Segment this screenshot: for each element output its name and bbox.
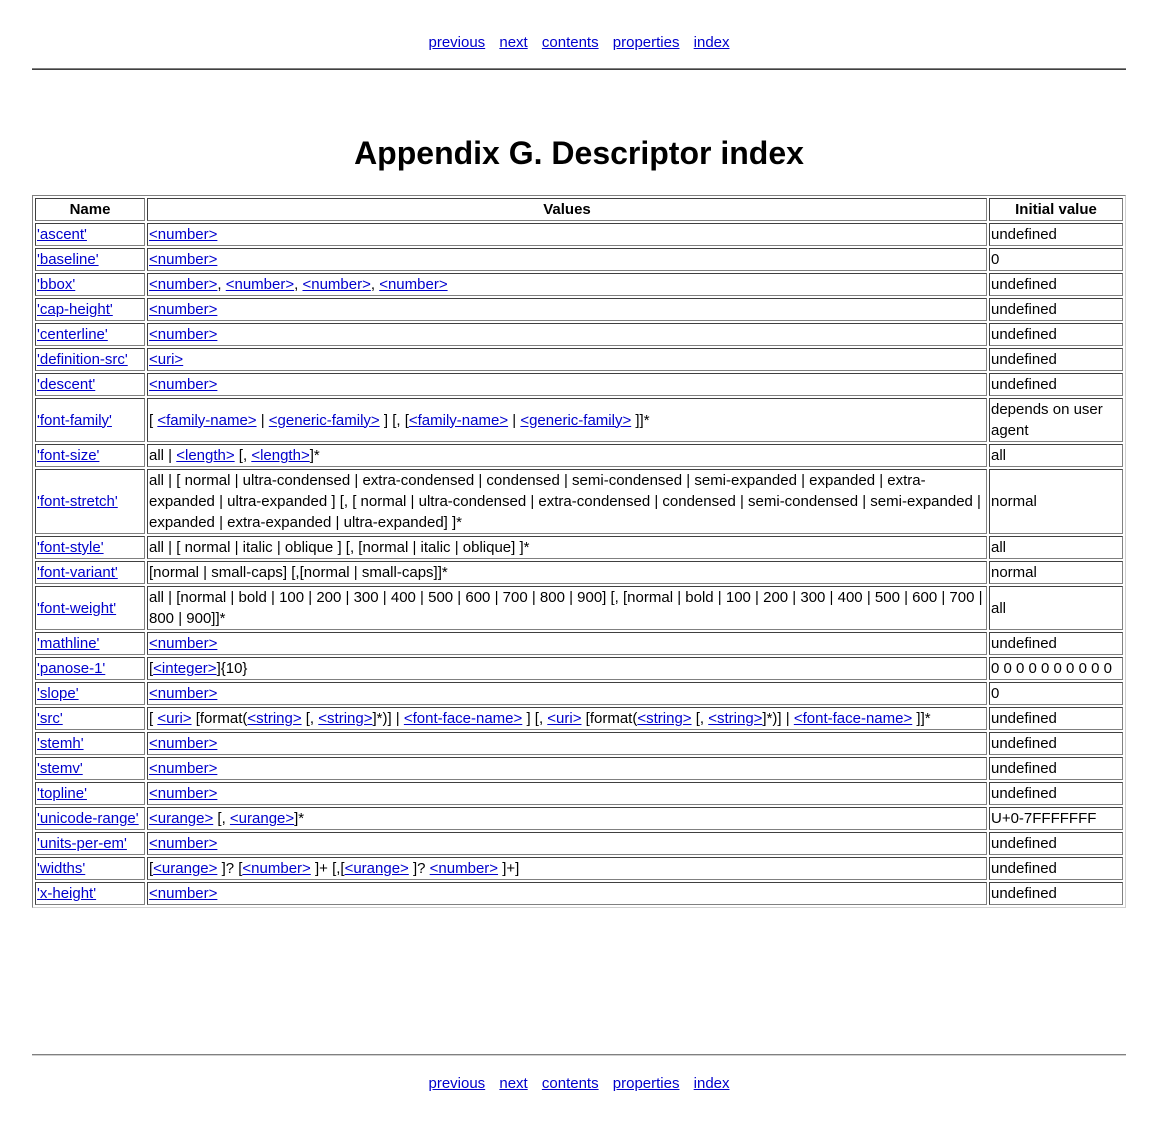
- initial-value-cell: undefined: [989, 223, 1123, 246]
- table-header-row: [35, 198, 1123, 221]
- descriptor-values-cell: [147, 444, 987, 467]
- value-type-link[interactable]: <generic-family>: [520, 411, 632, 429]
- value-text: [,: [301, 710, 319, 727]
- value-type-link[interactable]: <number>: [149, 685, 218, 702]
- descriptor-name-cell: [35, 273, 145, 296]
- table-row: [35, 707, 1123, 730]
- value-type-link[interactable]: <number>: [429, 860, 499, 877]
- descriptor-name-link[interactable]: 'units-per-em': [37, 835, 127, 852]
- value-type-link[interactable]: <urange>: [229, 810, 295, 827]
- value-type-link[interactable]: <integer>: [153, 660, 217, 677]
- initial-value-cell: undefined: [989, 348, 1123, 371]
- value-text: [,: [213, 810, 230, 827]
- descriptor-values-cell: [147, 398, 987, 442]
- value-text: ]*)] |: [762, 710, 794, 727]
- value-type-link[interactable]: <string>: [708, 710, 763, 727]
- value-text: ]]*: [631, 411, 650, 429]
- descriptor-values-cell: [147, 348, 987, 371]
- value-text: [format(: [191, 710, 248, 727]
- value-text: [,: [234, 447, 252, 464]
- descriptor-name-cell: [35, 757, 145, 780]
- descriptor-name-link[interactable]: 'stemh': [37, 735, 84, 752]
- descriptor-values-cell: [147, 586, 987, 630]
- value-type-link[interactable]: <length>: [251, 447, 310, 464]
- value-type-link[interactable]: <generic-family>: [268, 411, 380, 429]
- value-type-link[interactable]: <string>: [318, 710, 373, 727]
- descriptor-name-cell: [35, 657, 145, 680]
- value-type-link[interactable]: <number>: [302, 276, 371, 293]
- initial-value-cell: undefined: [989, 273, 1123, 296]
- value-type-link[interactable]: <family-name>: [408, 411, 509, 429]
- value-text: [normal | small-caps] [,[normal | small-caps]]*: [149, 564, 448, 581]
- descriptor-values-cell: [147, 882, 987, 905]
- descriptor-name-link[interactable]: 'unicode-range': [37, 810, 139, 827]
- initial-value-cell: undefined: [989, 857, 1123, 880]
- descriptor-values-cell: [147, 682, 987, 705]
- descriptor-name-link[interactable]: 'panose-1': [37, 660, 106, 677]
- value-type-link[interactable]: <number>: [149, 760, 218, 777]
- table-row: [35, 536, 1123, 559]
- value-type-link[interactable]: <number>: [149, 301, 218, 318]
- table-row: [35, 398, 1123, 442]
- descriptor-values-cell: [147, 248, 987, 271]
- initial-value-cell: normal: [989, 561, 1123, 584]
- value-text: ]*: [294, 810, 305, 827]
- initial-value-cell: undefined: [989, 298, 1123, 321]
- nav-contents-link[interactable]: contents: [541, 34, 599, 51]
- initial-value-cell: 0 0 0 0 0 0 0 0 0 0: [989, 657, 1123, 680]
- nav-index-link[interactable]: index: [693, 34, 730, 51]
- nav-properties-link[interactable]: properties: [612, 34, 680, 51]
- bottom-divider: [32, 1054, 1126, 1056]
- nav-contents-link[interactable]: contents: [541, 1075, 599, 1092]
- table-row: [35, 857, 1123, 880]
- value-type-link[interactable]: <number>: [242, 860, 311, 877]
- value-text: ]+]: [498, 860, 520, 877]
- nav-next-link[interactable]: next: [499, 34, 528, 51]
- table-row: [35, 807, 1123, 830]
- value-type-link[interactable]: <family-name>: [157, 411, 257, 429]
- descriptor-values-cell: [147, 298, 987, 321]
- descriptor-name-cell: [35, 807, 145, 830]
- descriptor-name-link[interactable]: 'src': [37, 710, 63, 727]
- descriptor-name-link[interactable]: 'cap-height': [37, 301, 113, 318]
- header-initial-value: Initial value: [989, 198, 1123, 221]
- value-type-link[interactable]: <uri>: [547, 710, 582, 727]
- page-title: Appendix G. Descriptor index: [354, 135, 804, 171]
- value-type-link[interactable]: <number>: [149, 326, 218, 343]
- value-type-link[interactable]: <uri>: [157, 710, 192, 727]
- descriptor-name-link[interactable]: 'slope': [37, 685, 79, 702]
- header-name: Name: [35, 198, 145, 221]
- descriptor-name-cell: [35, 561, 145, 584]
- value-text: all |: [149, 447, 177, 464]
- value-type-link[interactable]: <urange>: [344, 860, 409, 877]
- table-row: [35, 586, 1123, 630]
- value-type-link[interactable]: <urange>: [153, 860, 218, 877]
- table-row: [35, 223, 1123, 246]
- descriptor-values-cell: [147, 536, 987, 559]
- value-text: [format(: [581, 710, 638, 727]
- table-row: [35, 632, 1123, 655]
- descriptor-name-link[interactable]: 'descent': [37, 376, 96, 393]
- descriptor-name-cell: [35, 298, 145, 321]
- initial-value-cell: U+0-7FFFFFFF: [989, 807, 1123, 830]
- nav-previous-link[interactable]: previous: [428, 1075, 486, 1092]
- descriptor-name-link[interactable]: 'font-size': [37, 447, 100, 464]
- initial-value-cell: normal: [989, 469, 1123, 534]
- nav-properties-link[interactable]: properties: [612, 1075, 680, 1092]
- value-type-link[interactable]: <number>: [149, 785, 218, 802]
- table-row: [35, 682, 1123, 705]
- initial-value-cell: all: [989, 586, 1123, 630]
- descriptor-values-cell: [147, 732, 987, 755]
- descriptor-name-link[interactable]: 'x-height': [37, 885, 97, 902]
- descriptor-name-cell: [35, 586, 145, 630]
- value-type-link[interactable]: <number>: [149, 735, 218, 752]
- top-divider: [32, 68, 1126, 70]
- descriptor-name-cell: [35, 469, 145, 534]
- value-text: ] [,: [522, 710, 548, 727]
- value-type-link[interactable]: <number>: [149, 635, 218, 652]
- value-text: ]? [: [217, 860, 243, 877]
- descriptor-name-cell: [35, 536, 145, 559]
- value-text: ]*: [309, 447, 320, 464]
- descriptor-name-cell: [35, 882, 145, 905]
- table-row: [35, 248, 1123, 271]
- initial-value-cell: undefined: [989, 323, 1123, 346]
- descriptor-table: [32, 195, 1126, 908]
- descriptor-values-cell: [147, 782, 987, 805]
- value-type-link[interactable]: <number>: [379, 276, 448, 293]
- descriptor-name-cell: [35, 707, 145, 730]
- descriptor-name-link[interactable]: 'baseline': [37, 251, 99, 268]
- descriptor-name-cell: [35, 398, 145, 442]
- value-type-link[interactable]: <number>: [149, 835, 218, 852]
- initial-value-cell: undefined: [989, 882, 1123, 905]
- value-type-link[interactable]: <length>: [176, 447, 235, 464]
- table-row: [35, 732, 1123, 755]
- initial-value-cell: all: [989, 536, 1123, 559]
- initial-value-cell: undefined: [989, 707, 1123, 730]
- value-text: all | [ normal | ultra-condensed | extra-condensed | condensed | semi-condensed | semi-expanded | expanded | extra-expanded | ultra-expanded ] [, [ normal | ultra-condensed | extra-condensed | condensed | semi-condensed | semi-expanded | expanded | extra-expanded | ultra-expanded] ]*: [149, 472, 981, 531]
- value-type-link[interactable]: <number>: [149, 376, 218, 393]
- table-row: [35, 273, 1123, 296]
- value-text: ]{10}: [216, 660, 248, 677]
- descriptor-values-cell: [147, 561, 987, 584]
- descriptor-values-cell: [147, 857, 987, 880]
- value-type-link[interactable]: <string>: [247, 710, 302, 727]
- value-text: all | [normal | bold | 100 | 200 | 300 | 400 | 500 | 600 | 700 | 800 | 900] [, [normal | bold | 100 | 200 | 300 | 400 | 500 | 600 | 700 | 800 | 900]]*: [149, 589, 983, 627]
- descriptor-values-cell: [147, 373, 987, 396]
- top-navigation: [0, 33, 1158, 53]
- descriptor-name-link[interactable]: 'centerline': [37, 326, 108, 343]
- descriptor-values-cell: [147, 323, 987, 346]
- descriptor-name-link[interactable]: 'font-style': [37, 539, 104, 556]
- descriptor-values-cell: [147, 273, 987, 296]
- descriptor-name-cell: [35, 832, 145, 855]
- value-text: ]+ [,[: [310, 860, 345, 877]
- value-type-link[interactable]: <number>: [225, 276, 295, 293]
- table-row: [35, 782, 1123, 805]
- descriptor-name-cell: [35, 632, 145, 655]
- descriptor-values-cell: [147, 807, 987, 830]
- initial-value-cell: undefined: [989, 782, 1123, 805]
- table-row: [35, 757, 1123, 780]
- descriptor-name-link[interactable]: 'mathline': [37, 635, 100, 652]
- table-row: [35, 323, 1123, 346]
- initial-value-cell: undefined: [989, 732, 1123, 755]
- descriptor-values-cell: [147, 832, 987, 855]
- descriptor-name-link[interactable]: 'bbox': [37, 276, 76, 293]
- descriptor-values-cell: [147, 632, 987, 655]
- descriptor-name-cell: [35, 682, 145, 705]
- value-text: |: [508, 411, 521, 429]
- initial-value-cell: all: [989, 444, 1123, 467]
- descriptor-values-cell: [147, 223, 987, 246]
- value-type-link[interactable]: <uri>: [149, 351, 184, 368]
- table-row: [35, 882, 1123, 905]
- table-row: [35, 348, 1123, 371]
- nav-previous-link[interactable]: previous: [428, 34, 486, 51]
- descriptor-name-link[interactable]: 'widths': [37, 860, 86, 877]
- descriptor-values-cell: [147, 469, 987, 534]
- value-type-link[interactable]: <number>: [149, 251, 218, 268]
- initial-value-cell: undefined: [989, 832, 1123, 855]
- descriptor-name-link[interactable]: 'stemv': [37, 760, 83, 777]
- descriptor-name-cell: [35, 323, 145, 346]
- descriptor-name-cell: [35, 857, 145, 880]
- table-row: [35, 373, 1123, 396]
- value-type-link[interactable]: <number>: [149, 276, 218, 293]
- descriptor-name-cell: [35, 248, 145, 271]
- descriptor-values-cell: [147, 707, 987, 730]
- table-row: [35, 444, 1123, 467]
- initial-value-cell: 0: [989, 682, 1123, 705]
- initial-value-cell: undefined: [989, 373, 1123, 396]
- table-row: [35, 832, 1123, 855]
- value-text: [: [149, 660, 154, 677]
- initial-value-cell: undefined: [989, 632, 1123, 655]
- descriptor-name-cell: [35, 348, 145, 371]
- value-text: [: [149, 411, 158, 429]
- descriptor-name-link[interactable]: 'definition-src': [37, 351, 128, 368]
- descriptor-name-cell: [35, 223, 145, 246]
- value-text: [: [149, 710, 158, 727]
- nav-index-link[interactable]: index: [693, 1075, 730, 1092]
- value-text: ,: [217, 276, 226, 293]
- value-text: ]]*: [912, 710, 931, 727]
- descriptor-name-cell: [35, 782, 145, 805]
- value-type-link[interactable]: <string>: [637, 710, 692, 727]
- table-body: [35, 223, 1123, 905]
- value-text: ]*)] |: [372, 710, 404, 727]
- value-text: all | [ normal | italic | oblique ] [, [normal | italic | oblique] ]*: [149, 539, 530, 556]
- header-values: Values: [147, 198, 987, 221]
- descriptor-name-link[interactable]: 'topline': [37, 785, 87, 802]
- descriptor-name-link[interactable]: 'font-weight': [37, 599, 117, 617]
- value-text: ,: [294, 276, 303, 293]
- value-type-link[interactable]: <urange>: [149, 810, 214, 827]
- value-text: [,: [691, 710, 709, 727]
- descriptor-name-cell: [35, 732, 145, 755]
- nav-next-link[interactable]: next: [499, 1075, 528, 1092]
- value-type-link[interactable]: <number>: [149, 885, 218, 902]
- initial-value-cell: depends on user agent: [989, 398, 1123, 442]
- table-row: [35, 561, 1123, 584]
- value-text: ]?: [408, 860, 430, 877]
- value-type-link[interactable]: <font-face-name>: [403, 710, 523, 727]
- descriptor-values-cell: [147, 757, 987, 780]
- value-text: |: [256, 411, 269, 429]
- descriptor-name-link[interactable]: 'ascent': [37, 226, 87, 243]
- initial-value-cell: undefined: [989, 757, 1123, 780]
- descriptor-name-link[interactable]: 'font-family': [37, 411, 112, 429]
- descriptor-name-link[interactable]: 'font-stretch': [37, 493, 118, 510]
- value-text: [: [149, 860, 154, 877]
- bottom-navigation: [0, 1074, 1158, 1094]
- table-row: [35, 298, 1123, 321]
- value-type-link[interactable]: <font-face-name>: [793, 710, 913, 727]
- table-row: [35, 469, 1123, 534]
- descriptor-values-cell: [147, 657, 987, 680]
- descriptor-name-cell: [35, 444, 145, 467]
- value-type-link[interactable]: <number>: [149, 226, 218, 243]
- table-row: [35, 657, 1123, 680]
- initial-value-cell: 0: [989, 248, 1123, 271]
- descriptor-name-cell: [35, 373, 145, 396]
- value-text: ,: [370, 276, 380, 293]
- value-text: ] [, [: [379, 411, 409, 429]
- descriptor-name-link[interactable]: 'font-variant': [37, 564, 118, 581]
